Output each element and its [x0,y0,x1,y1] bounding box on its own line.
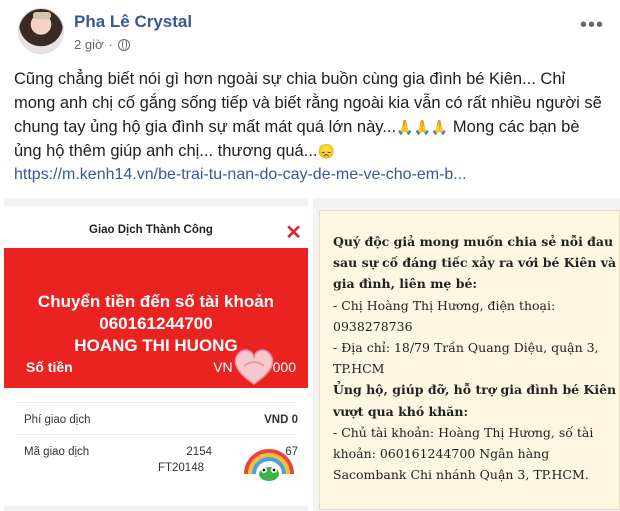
amount-value-prefix: VN [213,359,233,375]
notice-p4: Ủng hộ, giúp đỡ, hỗ trợ gia đình bé Kiên vượt qua khó khăn: [333,382,617,419]
divider [16,402,296,403]
frog-sticker-icon [244,444,294,484]
transaction-title: Giao Dịch Thành Công [89,224,213,236]
notice-card [319,210,620,510]
notice-text [333,231,618,485]
post-header [14,6,614,62]
notice-p3: - Địa chỉ: 18/79 Trần Quang Diệu, quận 3, TP.HCM [333,340,599,377]
post-meta [74,37,130,52]
code-value-2: FT20148 [157,462,204,474]
transfer-account: 060161244700 [99,314,213,333]
pray-emoji: 🙏🙏🙏 [396,119,449,135]
code-value-1: 2154 [186,446,212,458]
notice-p2: - Chị Hoàng Thị Hương, điện thoại: 0938278736 [333,297,556,334]
post-text-tail: Mong các bạn bè ủng hộ thêm giúp anh chị... thương quá... [14,118,580,160]
post-text-main: Cũng chẳng biết nói gì hơn ngoài sự chia buồn cùng gia đình bé Kiên... Chỉ mong anh chị cố gắng sống tiếp và biết rằng ngoài kia vẫn có rất nhiều người sẽ chung tay ủng hộ gia đình sự mất mát quá lớn này... [14,70,602,136]
code-value-1b: 67 [285,446,298,458]
post-time[interactable]: 2 giờ [74,37,104,52]
close-icon: ✕ [285,222,302,244]
transaction-image[interactable] [4,198,308,511]
post-link[interactable]: https://m.kenh14.vn/be-trai-tu-nan-do-cay-de-me-ve-cho-em-b... [14,166,467,183]
amount-label: Số tiền [26,359,73,375]
avatar[interactable] [18,8,64,54]
notice-image[interactable] [313,198,620,511]
notice-p5: - Chủ tài khoản: Hoàng Thị Hương, số tài khoản: 060161244700 Ngân hàng Sacombank Chi nhánh Quận 3, TP.HCM. [333,424,594,483]
amount-value-suffix: 000 [272,359,296,375]
heart-sticker-icon [230,344,278,388]
post-author[interactable]: Pha Lê Crystal [74,12,193,31]
transaction-card [4,206,308,506]
post-text [14,67,610,163]
sad-emoji: 😞 [317,143,335,159]
notice-p1: Quý độc giả mong muốn chia sẻ nỗi đau sau sự cố đáng tiếc xảy ra với bé Kiên và gia đình, liên mẹ bé: [333,234,617,292]
fee-label: Phí giao dịch [24,414,91,426]
transfer-line-1: Chuyển tiền đến số tài khoản [37,292,275,311]
transfer-name: HOANG THI HUONG [74,336,238,355]
fee-value: VND 0 [264,414,298,426]
divider [16,434,296,435]
meta-separator: · [108,37,113,52]
more-icon[interactable]: ••• [579,14,604,36]
fee-row [24,414,298,426]
globe-icon[interactable] [118,39,130,51]
code-label: Mã giao dịch [24,446,90,458]
